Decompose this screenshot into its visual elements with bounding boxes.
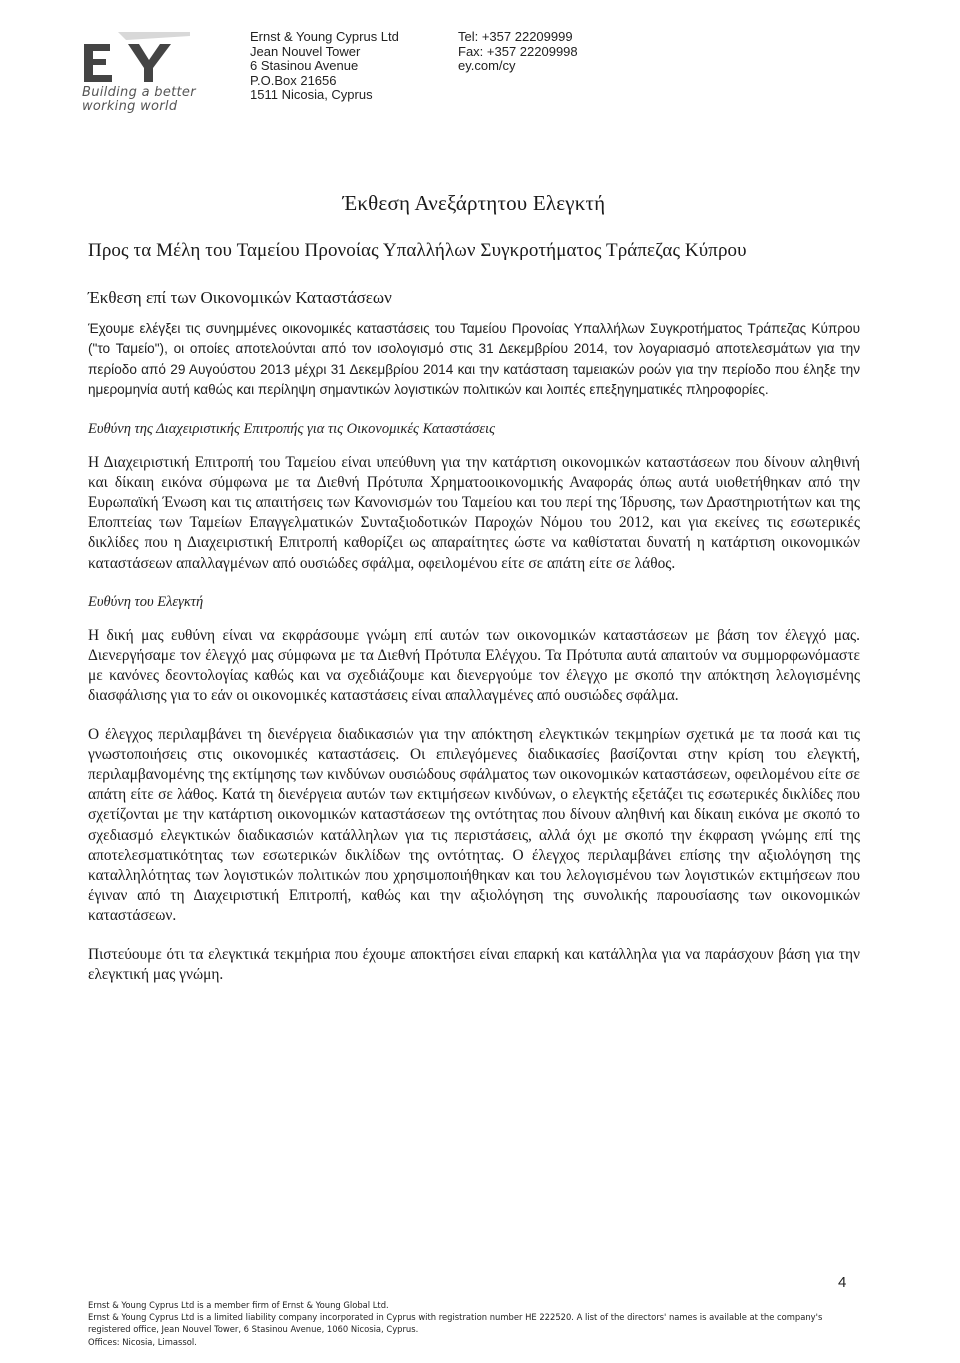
report-addressee: Προς τα Μέλη του Ταμείου Προνοίας Υπαλλήλων Συγκροτήματος Τράπεζας Κύπρου	[88, 240, 747, 261]
auditor-paragraph: Πιστεύουμε ότι τα ελεγκτικά τεκμήρια που έχουμε αποκτήσει είναι επαρκή και κατάλληλα για να παράσχουν βάση για την ελεγκτική μας γνώμη.	[88, 945, 860, 983]
auditor-paragraph: Η δική μας ευθύνη είναι να εκφράσουμε γνώμη επί αυτών των οικονομικών καταστάσεων με βάση τον έλεγχό μας. Διενεργήσαμε τον έλεγχό μας σύμφωνα με τα Διεθνή Πρότυπα Ελέγχου. Τα Πρότυπα αυτά απαιτούν να συμμορφωνόμαστε με κανόνες δεοντολογίας καθώς και να σχεδιάζουμε και διενεργούμε τον έλεγχο με σκοπό την απόκτηση λελογισμένης διασφάλισης για το εάν οι οικονομικές καταστάσεις είναι απαλλαγμένες από ουσιώδες σφάλμα.	[88, 626, 860, 705]
footer-line: Ernst & Young Cyprus Ltd is a limited liability company incorporated in Cyprus with registration number HE 222520. A list of the directors' names is available at the company's	[88, 1312, 823, 1323]
ey-logo-icon	[82, 30, 192, 86]
company-contact	[458, 30, 578, 74]
report-body	[88, 190, 860, 985]
logo-tagline	[82, 86, 232, 114]
auditor-paragraph: Ο έλεγχος περιλαμβάνει τη διενέργεια διαδικασιών για την απόκτηση ελεγκτικών τεκμηρίων σχετικά με τα ποσά και τις γνωστοποιήσεις στις οικονομικές καταστάσεις. Οι επιλεγόμενες διαδικασίες βασίζονται στην κρίση του ελεγκτή, περιλαμβανομένης της εκτίμησης των κινδύνων ουσιώδους σφάλματος των οικονομικών καταστάσεων, οφειλομένου είτε σε απάτη είτε σε λάθος. Κατά τη διενέργεια αυτών των εκτιμήσεων κινδύνων, ο ελεγκτής εξετάζει τις εσωτερικές δικλίδες που σχετίζονται με την κατάρτιση οικονομικών καταστάσεων της οντότητας που δίνουν αληθινή και δίκαιη εικόνα με σκοπό το σχεδιασμό ελεγκτικών διαδικασιών κατάλληλων για τις περιστάσεις, αλλά όχι με σκοπό την έκφραση γνώμης επί της αποτελεσματικότητας των εσωτερικών δικλίδων της οντότητας. Ο έλεγχος περιλαμβάνει επίσης την αξιολόγηση της καταλληλότητας των λογιστικών πολιτικών που χρησιμοποιήθηκαν και του λελογισμένου των λογιστικών εκτιμήσεων που έγιναν από τη Διαχειριστική Επιτροπή, καθώς και την αξιολόγηση της συνολικής παρουσίασης των οικονομικών καταστάσεων.	[88, 725, 860, 925]
logo-tagline-line2: working world	[82, 99, 178, 114]
management-paragraph: Η Διαχειριστική Επιτροπή του Ταμείου είναι υπεύθυνη για την κατάρτιση οικονομικών καταστάσεων που δίνουν αληθινή και δίκαιη εικόνα σύμφωνα με τα Διεθνή Πρότυπα Χρηματοοικονομικής Αναφοράς όπως αυτά υιοθετήθηκαν από την Ευρωπαϊκή Ένωση και τις απαιτήσεις των Κανονισμών του Ταμείου και του περί της Ίδρυσης, των Δραστηριοτήτων και της Εποπτείας των Ταμείων Επαγγελματικών Συνταξιοδοτικών Παροχών Νόμου του 2012, και για εκείνες τις εσωτερικές δικλίδες που η Διαχειριστική Επιτροπή καθορίζει ως απαραίτητες ώστε να καθίσταται δυνατή η κατάρτιση οικονομικών καταστάσεων απαλλαγμένων από ουσιώδες σφάλμα, οφειλομένου είτε σε απάτη είτε σε λάθος.	[88, 453, 860, 572]
footer-line: Offices: Nicosia, Limassol.	[88, 1336, 197, 1347]
logo-tagline-line1: Building a better	[82, 85, 196, 100]
address-line: 1511 Nicosia, Cyprus	[250, 87, 373, 102]
fax: Fax: +357 22209998	[458, 43, 578, 59]
website: ey.com/cy	[458, 58, 516, 73]
report-title: Έκθεση Ανεξάρτητου Ελεγκτή	[342, 191, 606, 215]
ey-logo	[82, 30, 232, 120]
address-line: Ernst & Young Cyprus Ltd	[250, 29, 399, 44]
management-heading: Ευθύνη της Διαχειριστικής Επιτροπής για τις Οικονομικές Καταστάσεις	[88, 420, 495, 437]
auditor-heading: Ευθύνη του Ελεγκτή	[88, 593, 204, 610]
telephone: Tel: +357 22209999	[458, 29, 573, 44]
address-line: Jean Nouvel Tower	[250, 43, 361, 59]
footer-line: registered office, Jean Nouvel Tower, 6 Stasinou Avenue, 1060 Nicosia, Cyprus.	[88, 1324, 419, 1335]
footer-line: Ernst & Young Cyprus Ltd is a member firm of Ernst & Young Global Ltd.	[88, 1300, 389, 1310]
address-line: P.O.Box 21656	[250, 72, 337, 88]
company-address	[250, 30, 399, 103]
intro-paragraph: Έχουμε ελέγξει τις συνημμένες οικονομικές καταστάσεις του Ταμείου Προνοίας Υπαλλήλων Συγκροτήματος Τράπεζας Κύπρου ("το Ταμείο"), οι οποίες αποτελούνται από τον ισολογισμό στις 31 Δεκεμβρίου 2014, τον λογαριασμό αποτελεσμάτων για την περίοδο από 29 Αυγούστου 2013 μέχρι 31 Δεκεμβρίου 2014 και την κατάσταση ταμειακών ροών για την περίοδο που έληξε την ημερομηνία αυτή καθώς και περίληψη σημαντικών λογιστικών πολιτικών και λοιπές επεξηγηματικές πληροφορίες.	[88, 321, 860, 398]
address-line: 6 Stasinou Avenue	[250, 58, 359, 73]
section-heading: Έκθεση επί των Οικονομικών Καταστάσεων	[88, 288, 392, 307]
page-number: 4	[838, 1274, 847, 1291]
page-footer	[88, 1299, 878, 1348]
